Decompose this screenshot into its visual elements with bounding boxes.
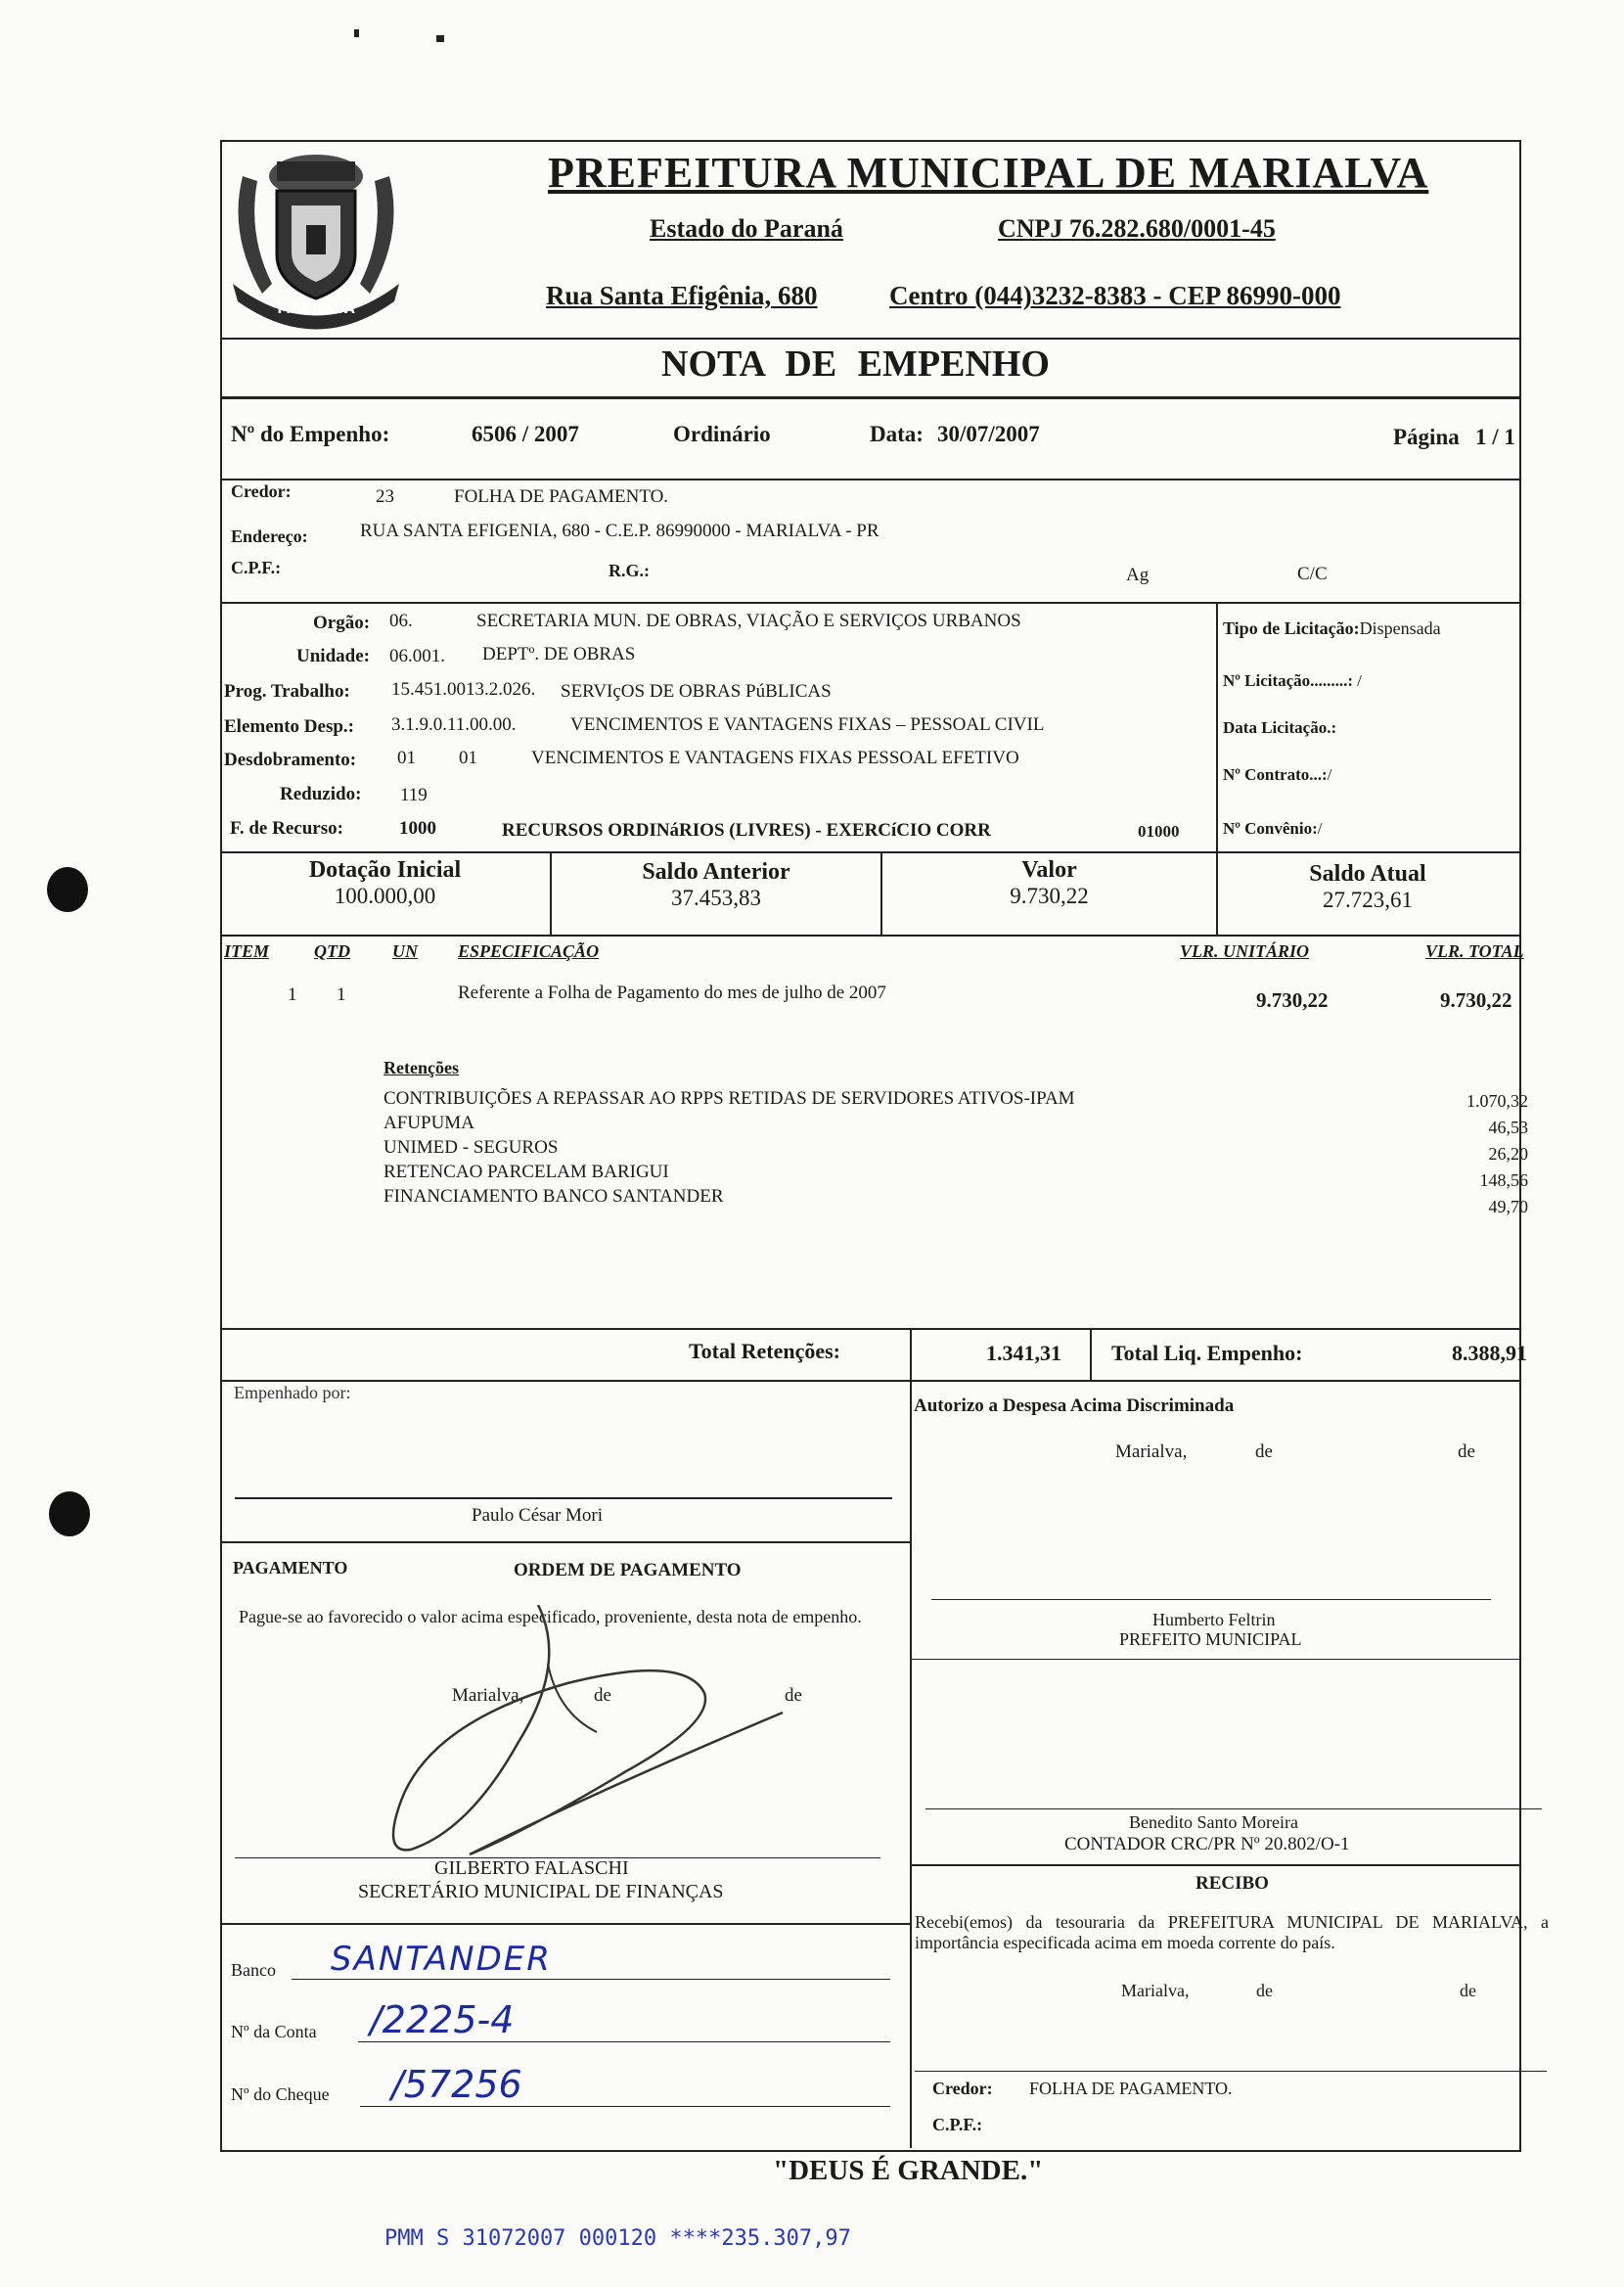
page-number: 1 / 1 (1475, 425, 1515, 449)
saldo-atual-label: Saldo Atual (1309, 861, 1426, 887)
credor-name: FOLHA DE PAGAMENTO. (454, 486, 669, 507)
recurso-desc: RECURSOS ORDINáRIOS (LIVRES) - EXERCíCIO CORR (502, 820, 991, 841)
col-especificacao: ESPECIFICAÇÃO (458, 941, 600, 961)
contador-name: Benedito Santo Moreira (1129, 1812, 1298, 1832)
valor-label: Valor (1021, 857, 1077, 883)
contact: Centro (044)3232-8383 - CEP 86990-000 (889, 281, 1341, 310)
cpf-label: C.P.F.: (231, 558, 282, 577)
tipo-licitacao: Tipo de Licitação:Dispensada (1223, 618, 1441, 638)
item-total-value: 9.730,22 (1440, 988, 1512, 1012)
secretario-name: GILBERTO FALASCHI (434, 1857, 629, 1879)
desdobramento-code1: 01 (397, 748, 416, 768)
credor-code: 23 (376, 486, 394, 507)
reduzido-value: 119 (400, 785, 428, 805)
recibo-text: Recebi(emos) da tesouraria da PREFEITURA MUNICIPAL DE MARIALVA, a importância especificada acima em moeda corrente do país. (915, 1912, 1549, 1952)
desdobramento-desc: VENCIMENTOS E VANTAGENS FIXAS PESSOAL EFETIVO (531, 748, 1019, 768)
total-retencoes-label: Total Retenções: (689, 1339, 840, 1363)
col-vlr-total: VLR. TOTAL (1425, 941, 1524, 961)
valor-value: 9.730,22 (1010, 884, 1089, 908)
total-liquido-label: Total Liq. Empenho: (1111, 1341, 1303, 1365)
desdobramento-label: Desdobramento: (224, 750, 357, 770)
prog-label: Prog. Trabalho: (224, 681, 350, 702)
dotacao-value: 100.000,00 (334, 884, 436, 908)
orgao-code: 06. (389, 611, 413, 631)
svg-text:MARIALVA: MARIALVA (277, 301, 355, 317)
saldo-atual-value: 27.723,61 (1323, 888, 1413, 912)
cc-label: C/C (1297, 564, 1328, 584)
cheque-label: Nº do Cheque (231, 2084, 330, 2104)
endereco-value: RUA SANTA EFIGENIA, 680 - C.E.P. 86990000 - MARIALVA - PR (360, 521, 880, 541)
list-item: UNIMED - SEGUROS 26,20 (383, 1137, 1528, 1164)
autorizo-de1: de (1255, 1441, 1273, 1462)
elemento-label: Elemento Desp.: (224, 716, 354, 737)
empenhado-name: Paulo César Mori (472, 1505, 604, 1526)
recibo-cpf-label: C.P.F.: (932, 2115, 983, 2134)
banco-value: SANTANDER (331, 1940, 552, 1979)
doc-title: NOTA DE EMPENHO (661, 343, 1050, 385)
recurso-code2: 01000 (1138, 822, 1180, 841)
empenho-number: 6506 / 2007 (472, 422, 579, 446)
prefeito-role: PREFEITO MUNICIPAL (1119, 1629, 1302, 1649)
num-contrato: Nº Contrato...:/ (1223, 765, 1332, 784)
reduzido-label: Reduzido: (280, 784, 362, 804)
retencoes-list (383, 1088, 1528, 1216)
ordem-pagamento-label: ORDEM DE PAGAMENTO (514, 1560, 742, 1580)
item-qty: 1 (337, 984, 346, 1005)
punch-hole-bottom (49, 1491, 90, 1536)
endereco-label: Endereço: (231, 526, 308, 546)
contador-role: CONTADOR CRC/PR Nº 20.802/O-1 (1064, 1834, 1350, 1854)
conta-value: /2225-4 (370, 1998, 515, 2041)
municipal-seal (223, 137, 409, 333)
item-number: 1 (288, 984, 297, 1005)
prog-desc: SERVIçOS DE OBRAS PúBLICAS (561, 681, 832, 702)
banco-label: Banco (231, 1960, 276, 1980)
page-title: PREFEITURA MUNICIPAL DE MARIALVA (548, 149, 1429, 197)
list-item: AFUPUMA 46,53 (383, 1113, 1528, 1137)
date-value: 30/07/2007 (937, 422, 1040, 446)
conta-label: Nº da Conta (231, 2022, 317, 2041)
col-qtd: QTD (314, 941, 350, 961)
unidade-label: Unidade: (296, 646, 370, 666)
elemento-code: 3.1.9.0.11.00.00. (391, 714, 517, 735)
desdobramento-code2: 01 (459, 748, 477, 768)
secretario-role: SECRETÁRIO MUNICIPAL DE FINANÇAS (358, 1881, 724, 1902)
recibo-city: Marialva, (1121, 1981, 1190, 2000)
num-licitacao: Nº Licitação.........: / (1223, 671, 1362, 690)
item-desc: Referente a Folha de Pagamento do mes de julho de 2007 (458, 983, 886, 1003)
autorizo-de2: de (1458, 1441, 1475, 1462)
state-label: Estado do Paraná (650, 214, 843, 243)
orgao-label: Orgão: (313, 613, 371, 633)
recurso-code: 1000 (399, 818, 436, 839)
rg-label: R.G.: (609, 561, 650, 580)
pagamento-de1: de (594, 1685, 611, 1706)
motto: "DEUS É GRANDE." (773, 2155, 1044, 2186)
num-convenio: Nº Convênio:/ (1223, 819, 1323, 838)
speck (354, 29, 359, 37)
prefeito-name: Humberto Feltrin (1152, 1610, 1276, 1629)
prog-code: 15.451.0013.2.026. (391, 679, 536, 700)
autorizo-label: Autorizo a Despesa Acima Discriminada (914, 1395, 1235, 1416)
retencoes-title: Retenções (383, 1058, 459, 1077)
orgao-desc: SECRETARIA MUN. DE OBRAS, VIAÇÃO E SERVIÇOS URBANOS (476, 611, 1021, 631)
cnpj: CNPJ 76.282.680/0001-45 (998, 214, 1276, 243)
recibo-de1: de (1256, 1981, 1273, 2000)
empenho-number-label: Nº do Empenho: (231, 422, 390, 446)
empenhado-label: Empenhado por: (234, 1383, 351, 1402)
unidade-code: 06.001. (389, 646, 445, 666)
processing-stamp: PMM S 31072007 000120 ****235.307,97 (384, 2226, 851, 2251)
total-retencoes-value: 1.341,31 (986, 1341, 1061, 1365)
pagamento-label: PAGAMENTO (233, 1558, 348, 1578)
dotacao-label: Dotação Inicial (308, 857, 462, 883)
col-item: ITEM (224, 941, 270, 961)
recibo-label: RECIBO (1195, 1873, 1269, 1894)
recibo-de2: de (1460, 1981, 1476, 2000)
speck (436, 35, 444, 42)
unidade-desc: DEPTº. DE OBRAS (482, 644, 636, 664)
saldo-anterior-label: Saldo Anterior (642, 859, 790, 885)
list-item: RETENCAO PARCELAM BARIGUI 148,56 (383, 1162, 1528, 1190)
secretario-signature (372, 1605, 861, 1879)
page-label: Página (1393, 425, 1460, 449)
total-liquido-value: 8.388,91 (1452, 1341, 1527, 1365)
pagamento-text: Pague-se ao favorecido o valor acima especificado, proveniente, desta nota de empenho. (239, 1607, 862, 1626)
empenho-type: Ordinário (673, 422, 771, 446)
data-licitacao: Data Licitação.: (1223, 718, 1337, 737)
address: Rua Santa Efigênia, 680 (546, 281, 818, 310)
elemento-desc: VENCIMENTOS E VANTAGENS FIXAS – PESSOAL CIVIL (570, 714, 1045, 735)
saldo-anterior-value: 37.453,83 (671, 886, 761, 910)
recibo-credor-value: FOLHA DE PAGAMENTO. (1029, 2079, 1233, 2098)
list-item: FINANCIAMENTO BANCO SANTANDER 49,70 (383, 1186, 1528, 1216)
recurso-label: F. de Recurso: (230, 818, 343, 839)
list-item: CONTRIBUIÇÕES A REPASSAR AO RPPS RETIDAS DE SERVIDORES ATIVOS-IPAM 1.070,32 (383, 1088, 1528, 1111)
cheque-value: /57256 (391, 2063, 522, 2106)
item-unit-value: 9.730,22 (1256, 988, 1329, 1012)
credor-label: Credor: (231, 481, 292, 501)
punch-hole-top (47, 867, 88, 912)
col-un: UN (392, 941, 418, 961)
recibo-credor-label: Credor: (932, 2079, 993, 2098)
date-label: Data: (870, 422, 924, 446)
ag-label: Ag (1126, 565, 1150, 585)
pagamento-city: Marialva, (452, 1685, 524, 1706)
pagamento-de2: de (785, 1685, 802, 1706)
col-vlr-unitario: VLR. UNITÁRIO (1180, 941, 1310, 961)
autorizo-city: Marialva, (1115, 1441, 1188, 1462)
